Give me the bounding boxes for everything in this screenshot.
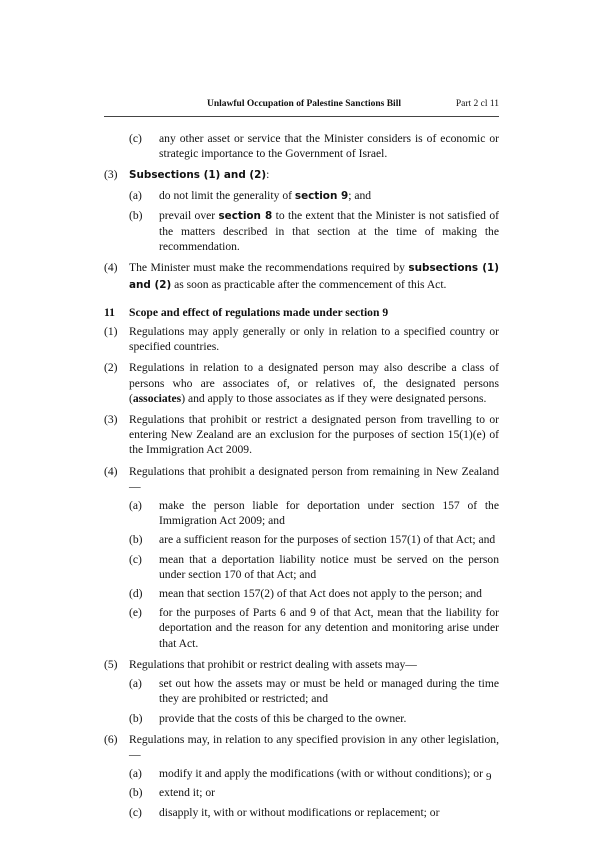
paragraph-c-top (129, 131, 499, 161)
cross-reference: section 8 (218, 209, 273, 222)
paragraph-number: (a) (129, 767, 142, 781)
subsection-text: Regulations that prohibit a designated person from remaining in New Zealand— (129, 464, 499, 493)
section-heading-text: Scope and effect of regulations made under section 9 (129, 305, 389, 319)
running-header (104, 99, 499, 113)
paragraph-11-5a (129, 676, 499, 706)
document-body (104, 131, 499, 820)
subsection-4 (104, 260, 499, 292)
paragraph-11-6a (129, 766, 499, 781)
subsection-number: (4) (104, 261, 118, 275)
defined-term: associates (132, 391, 182, 405)
subsection-number: (3) (104, 168, 118, 182)
paragraph-11-6c (129, 805, 499, 820)
paragraph-number: (a) (129, 677, 142, 691)
header-part-reference: Part 2 cl 11 (455, 99, 499, 109)
paragraph-text: for the purposes of Parts 6 and 9 of that Act, mean that the liability for deportation and the reason for any detention and monitoring arise under that Act. (159, 606, 499, 650)
paragraph-11-6b (129, 785, 499, 800)
paragraph-text: prevail over section 8 to the extent that the Minister is not satisfied of the matters described in that section at the time of making the recommendation. (159, 208, 499, 254)
page-number: 9 (486, 771, 492, 783)
subsection-number: (6) (104, 732, 118, 746)
paragraph-text: are a sufficient reason for the purposes of section 157(1) of that Act; and (159, 533, 496, 547)
cross-reference: subsections (1) and (2) (129, 262, 499, 291)
cross-reference: section 9 (294, 189, 349, 202)
subsection-number: (5) (104, 657, 118, 671)
paragraph-text: do not limit the generality of section 9; and (159, 188, 372, 202)
paragraph-text: provide that the costs of this be charged to the owner. (159, 711, 407, 725)
paragraph-number: (c) (129, 132, 142, 145)
subsection-11-5 (104, 657, 499, 672)
paragraph-text: mean that a deportation liability notice must be served on the person under section 170 of that Act; and (159, 552, 499, 581)
paragraph-11-4a (129, 498, 499, 528)
paragraph-text: modify it and apply the modifications (with or without conditions); or (159, 767, 483, 781)
paragraph-text: any other asset or service that the Minister considers is of economic or strategic importance to the Government of Israel. (159, 132, 499, 161)
paragraph-number: (b) (129, 786, 143, 800)
paragraph-11-4c (129, 552, 499, 582)
subsection-number: (1) (104, 325, 118, 339)
paragraph-text: extend it; or (159, 786, 216, 800)
subsection-text: Subsections (1) and (2): (129, 168, 270, 182)
subsection-text: Regulations in relation to a designated person may also describe a class of persons who are associates of, or relatives of, the designated persons (associates) and apply to those associates as if they were designated persons. (129, 361, 499, 405)
paragraph-3a (129, 188, 499, 204)
subsection-number: (2) (104, 361, 118, 375)
subsection-text: Regulations may apply generally or only in relation to a specified country or specified countries. (129, 325, 499, 354)
subsection-11-4 (104, 464, 499, 494)
paragraph-number: (b) (129, 208, 143, 222)
paragraph-number: (d) (129, 587, 143, 601)
paragraph-number: (a) (129, 188, 142, 202)
subsection-text: Regulations that prohibit or restrict a designated person from travelling to or entering New Zealand are an exclusion for the purposes of section 15(1)(e) of the Immigration Act 2009. (129, 413, 499, 457)
subsection-3 (104, 167, 499, 183)
subsection-11-3 (104, 412, 499, 458)
paragraph-number: (b) (129, 533, 143, 547)
paragraph-11-4b (129, 532, 499, 547)
subsection-text: The Minister must make the recommendations required by subsections (1) and (2) as soon as practicable after the commencement of this Act. (129, 261, 499, 291)
paragraph-11-4e (129, 605, 499, 651)
subsection-11-2 (104, 360, 499, 406)
section-11-heading (104, 305, 499, 320)
subsection-number: (3) (104, 413, 118, 427)
paragraph-11-5b (129, 711, 499, 726)
subsection-text: Regulations that prohibit or restrict dealing with assets may— (129, 657, 417, 671)
cross-reference: Subsections (1) and (2) (129, 169, 267, 182)
paragraph-text: set out how the assets may or must be held or managed during the time they are prohibited or restricted; and (159, 677, 499, 706)
paragraph-text: make the person liable for deportation under section 157 of the Immigration Act 2009; and (159, 499, 499, 528)
subsection-text: Regulations may, in relation to any specified provision in any other legislation,— (129, 732, 499, 761)
paragraph-number: (c) (129, 552, 142, 566)
section-number: 11 (104, 305, 115, 319)
subsection-11-1 (104, 324, 499, 354)
paragraph-number: (c) (129, 805, 142, 819)
paragraph-number: (b) (129, 711, 143, 725)
subsection-number: (4) (104, 464, 118, 478)
paragraph-text: mean that section 157(2) of that Act does not apply to the person; and (159, 587, 482, 601)
subsection-11-6 (104, 732, 499, 762)
paragraph-11-4d (129, 586, 499, 601)
paragraph-number: (e) (129, 606, 142, 620)
paragraph-text: disapply it, with or without modifications or replacement; or (159, 805, 440, 819)
paragraph-number: (a) (129, 499, 142, 513)
header-title: Unlawful Occupation of Palestine Sanctions Bill (207, 99, 401, 109)
paragraph-3b (129, 208, 499, 255)
header-rule (104, 116, 499, 117)
